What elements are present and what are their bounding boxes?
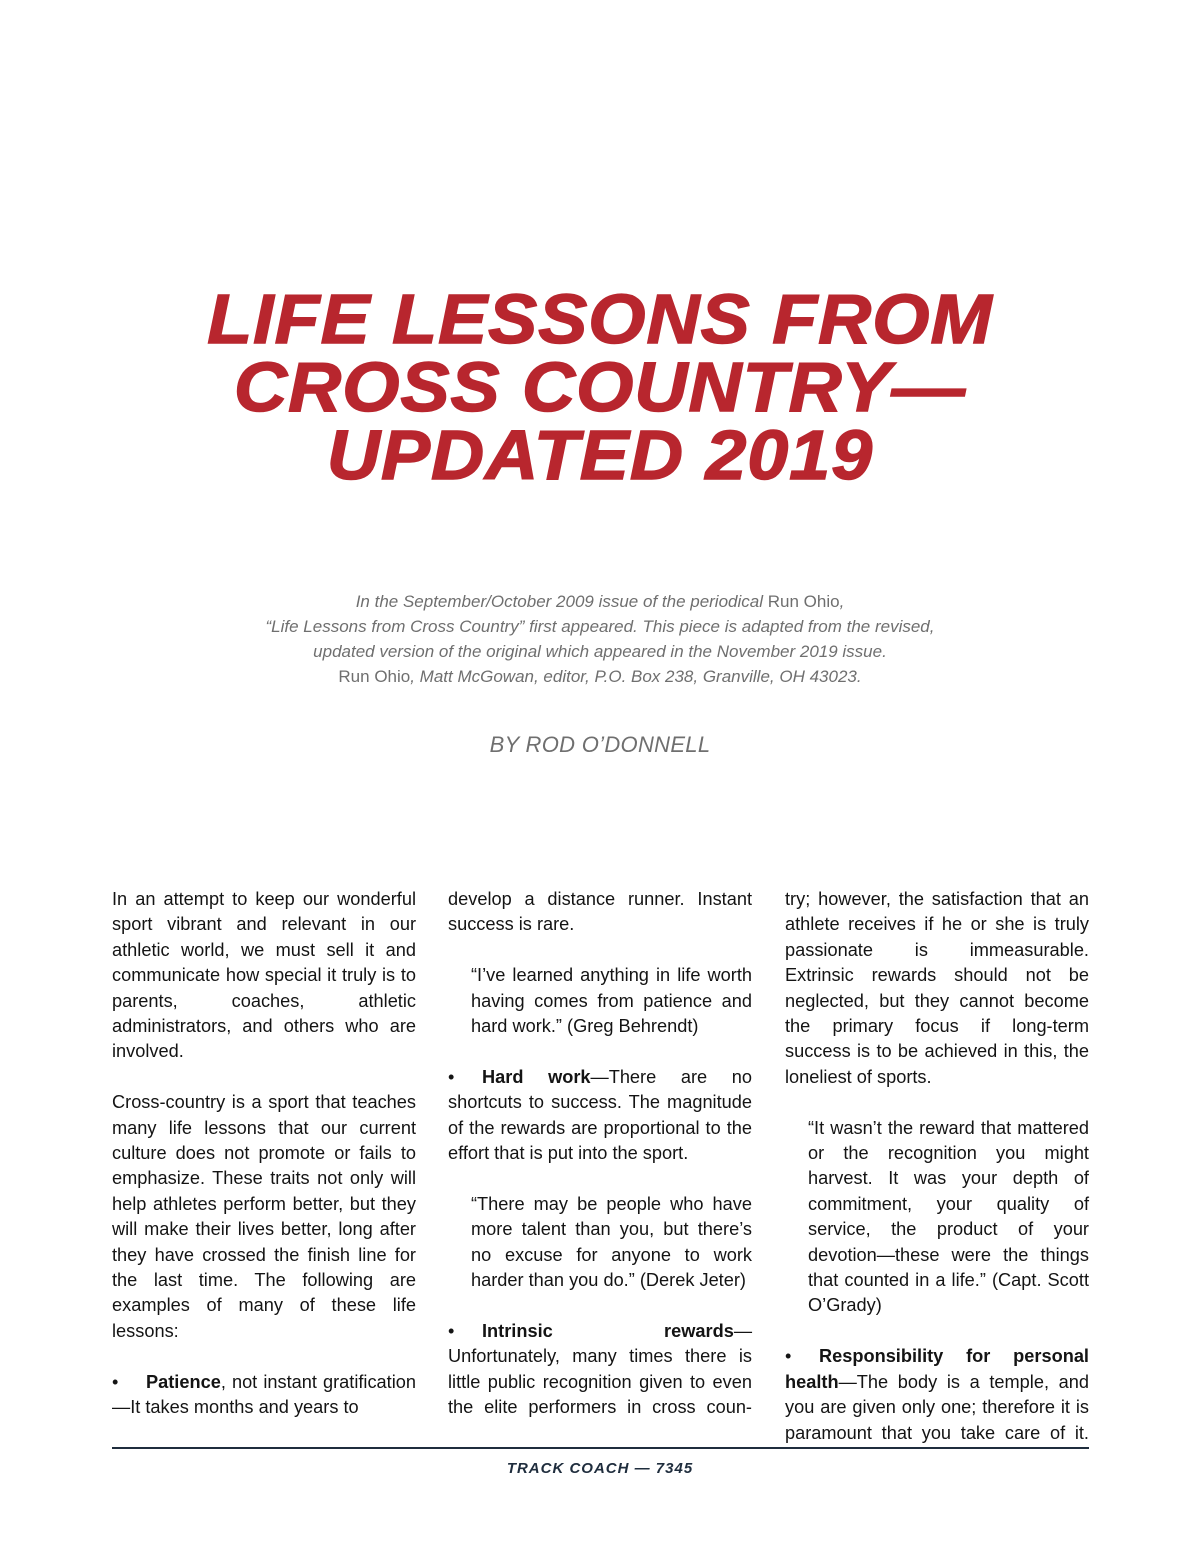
bullet-item-personal-health <box>785 1344 1089 1446</box>
bullet-item-intrinsic-rewards <box>448 1319 752 1421</box>
bullet-term: Patience <box>146 1371 221 1392</box>
paragraph: Cross-country is a sport that teaches many life lessons that our current culture does not promote or fails to emphasize. These traits not only will help athletes perform better, but they will make their lives better, long after they have crossed the finish line for the last time. The following are examples of many of these life lessons: <box>112 1092 416 1341</box>
bullet-term: Hard work <box>482 1066 591 1087</box>
title-line-2: CROSS COUNTRY— <box>233 348 967 426</box>
quote: “It wasn’t the reward that mattered or the recognition you might harvest. It was your depth of commitment, your quality of service, the product of your devotion—these were the things that counted in a life.” (Capt. Scott O’Grady) <box>808 1117 1089 1316</box>
footer-divider <box>112 1447 1089 1449</box>
bullet-item-patience <box>112 1370 416 1421</box>
column-3 <box>785 887 1089 1446</box>
bullet-text: —There are no shortcuts to success. The magnitude of the rewards are proportional to the effort that is put into the sport. <box>448 1066 752 1164</box>
intro-line-3: updated version of the original which appeared in the November 2019 issue. <box>313 642 887 661</box>
bullet-icon: • <box>785 1346 792 1367</box>
bullet-term: Intrinsic rewards <box>482 1320 734 1341</box>
title-line-3: UPDATED 2019 <box>326 416 874 494</box>
bullet-text: , not instant gratification—It takes months and years to <box>112 1371 416 1418</box>
page-footer: TRACK COACH — 7345 <box>506 1460 694 1477</box>
bullet-term: Responsibility for personal health <box>785 1346 1089 1392</box>
article-title <box>0 280 1200 494</box>
bullet-item-hard-work <box>448 1065 752 1167</box>
title-line-1: LIFE LESSONS FROM <box>207 280 993 358</box>
quote: “I’ve learned anything in life worth having comes from patience and hard work.” (Greg Behrendt) <box>471 965 752 1037</box>
intro-line-4: Run Ohio, Matt McGowan, editor, P.O. Box 238, Granville, OH 43023. <box>338 667 862 686</box>
bullet-text: —The body is a temple, and you are given only one; therefore it is paramount that you take care of it. <box>785 1371 1089 1443</box>
bullet-icon: • <box>448 1320 455 1341</box>
paragraph: develop a distance runner. Instant success is rare. <box>448 889 752 935</box>
bullet-icon: • <box>112 1371 119 1392</box>
column-2 <box>448 887 752 1420</box>
author-byline: BY ROD O’DONNELL <box>489 732 711 757</box>
intro-line-2: “Life Lessons from Cross Country” first appeared. This piece is adapted from the revised, <box>265 617 935 636</box>
paragraph: try; however, the satisfaction that an athlete receives if he or she is truly passionate is immeasurable. Extrinsic rewards should not be neglected, but they cannot become the primary focus if long-term success is to be achieved in this, the loneliest of sports. <box>785 889 1089 1087</box>
article-intro <box>0 589 1200 689</box>
quote: “There may be people who have more talent than you, but there’s no excuse for anyone to work harder than you do.” (Derek Jeter) <box>471 1193 752 1291</box>
bullet-text: —Unfortunately, many times there is little public recognition given to even the elite performers in cross coun- <box>448 1320 752 1418</box>
bullet-icon: • <box>448 1066 455 1087</box>
column-1 <box>112 887 416 1421</box>
intro-line-1: In the September/October 2009 issue of the periodical Run Ohio, <box>355 592 845 611</box>
paragraph: In an attempt to keep our wonderful sport vibrant and relevant in our athletic world, we must sell it and communicate how special it truly is to parents, coaches, athletic administrators, and others who are involved. <box>112 889 416 1062</box>
